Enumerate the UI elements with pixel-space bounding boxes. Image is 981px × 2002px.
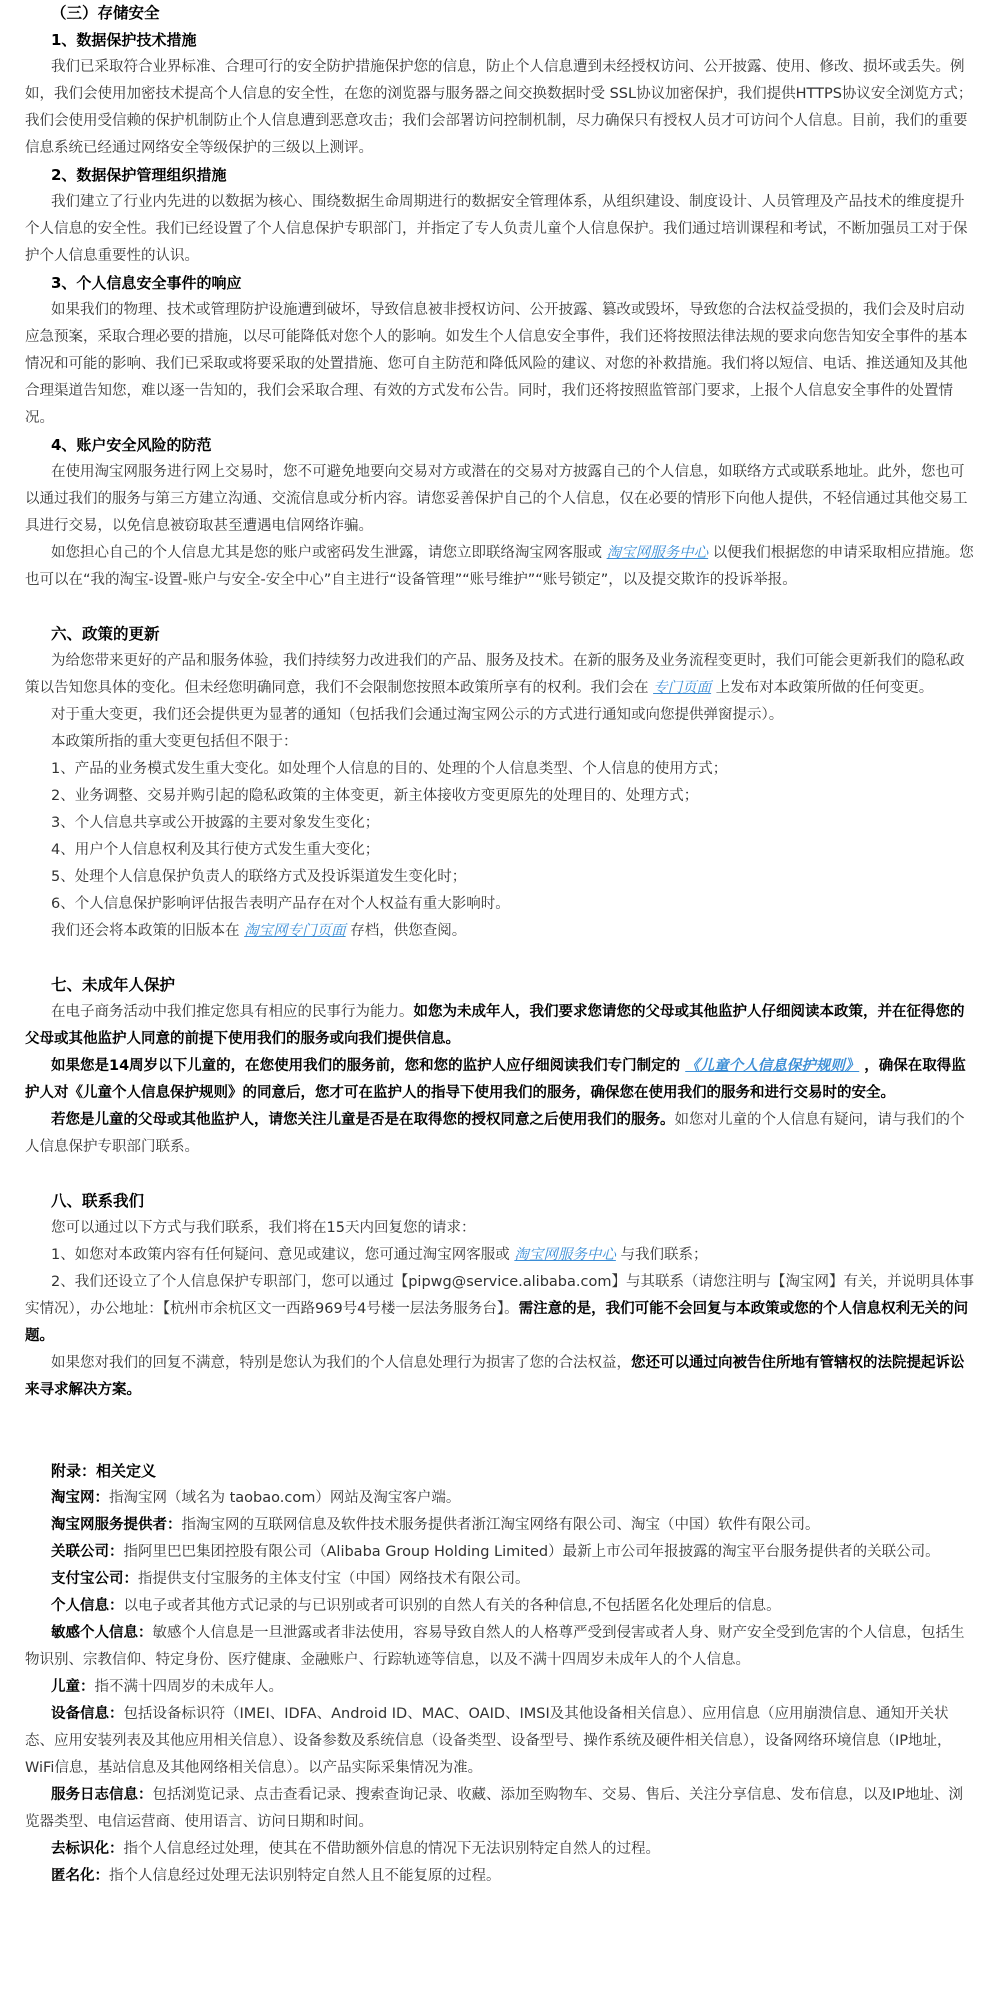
definition-desc: 敏感个人信息是一旦泄露或者非法使用，容易导致自然人的人格尊严受到侵害或者人身、财产安全受到危害的个人信息，包括生物识别、宗教信仰、特定身份、医疗健康、金融账户、行踪轨迹等信息，以及不满十四周岁未成年人的个人信息。	[25, 1625, 965, 1668]
contact-paragraph-4	[25, 1350, 974, 1404]
definition-desc: 指淘宝网的互联网信息及软件技术服务提供者浙江淘宝网络有限公司、淘宝（中国）软件有限公司。	[181, 1517, 820, 1533]
minor-paragraph-2	[25, 1053, 974, 1107]
update-text-4b: 存档，供您查阅。	[345, 923, 467, 939]
definition-term: 服务日志信息：	[51, 1787, 153, 1803]
definition-item	[25, 1485, 974, 1512]
minor-text-1b: 如您为未成年人，我们要求您请您的父母或其他监护人仔细阅读本政策，并在征得您的父母或其他监护人同意的前提下使用我们的服务或向我们提供信息。	[25, 1004, 965, 1047]
contact-paragraph-3	[25, 1269, 974, 1350]
contact-paragraph-2	[25, 1242, 974, 1269]
list-item: 2、业务调整、交易并购引起的隐私政策的主体变更，新主体接收方变更原先的处理目的、处理方式；	[51, 788, 699, 804]
definitions-list	[25, 1485, 974, 1890]
definition-desc: 指个人信息经过处理无法识别特定自然人且不能复原的过程。	[109, 1868, 501, 1884]
definition-term: 淘宝网服务提供者：	[51, 1517, 182, 1533]
update-paragraph-1	[25, 648, 974, 702]
definition-desc: 指提供支付宝服务的主体支付宝（中国）网络技术有限公司。	[138, 1571, 530, 1587]
minor-text-2b: ，确保在取得监护人对《儿童个人信息保护规则》的同意后，您才可在监护人的指导下使用我们的服务，确保您在使用我们的服务和进行交易时的安全。	[25, 1058, 966, 1101]
contact-service-center-link[interactable]: 淘宝网服务中心	[514, 1247, 616, 1263]
incident-response-title: 3、个人信息安全事件的响应	[51, 274, 242, 292]
definition-desc: 指阿里巴巴集团控股有限公司（Alibaba Group Holding Limited）最新上市公司年报披露的淘宝平台服务提供者的关联公司。	[123, 1544, 940, 1560]
contact-text-2b: 与我们联系；	[615, 1247, 708, 1263]
tech-measures-title: 1、数据保护技术措施	[51, 31, 197, 49]
definition-term: 淘宝网：	[51, 1490, 109, 1506]
definition-term: 儿童：	[51, 1679, 95, 1695]
definition-item	[25, 1593, 974, 1620]
definition-item	[25, 1674, 974, 1701]
storage-heading: （三）存储安全	[51, 4, 160, 22]
tech-measures-text: 我们已采取符合业界标准、合理可行的安全防护措施保护您的信息，防止个人信息遭到未经授权访问、公开披露、使用、修改、损坏或丢失。例如，我们会使用加密技术提高个人信息的安全性，在您的浏览器与服务器之间交换数据时受 SSL协议加密保护，我们提供HTTPS协议安全浏览方式；我们会使用受信赖的保护机制防止个人信息遭到恶意攻击；我们会部署访问控制机制，尽力确保只有授权人员才可访问个人信息。目前，我们的重要信息系统已经通过网络安全等级保护的三级以上测评。	[25, 59, 973, 156]
minor-text-1a: 在电子商务活动中我们推定您具有相应的民事行为能力。	[51, 1004, 414, 1020]
contact-text-3a: 2、我们还设立了个人信息保护专职部门，您可以通过【pipwg@service.alibaba.com】与其联系（请您注明与【淘宝网】有关，并说明具体事实情况），办公地址：【杭州市余杭区文一西路969号4号楼一层法务服务台】。	[25, 1274, 974, 1317]
list-item: 6、个人信息保护影响评估报告表明产品存在对个人权益有重大影响时。	[51, 896, 510, 912]
definition-term: 支付宝公司：	[51, 1571, 138, 1587]
definition-desc: 指淘宝网（域名为 taobao.com）网站及淘宝客户端。	[109, 1490, 461, 1506]
update-paragraph-4	[25, 918, 974, 945]
account-risk-title: 4、账户安全风险的防范	[51, 436, 212, 454]
update-paragraph-3: 本政策所指的重大变更包括但不限于：	[51, 734, 298, 750]
list-item: 3、个人信息共享或公开披露的主要对象发生变化；	[51, 815, 380, 831]
org-measures-title: 2、数据保护管理组织措施	[51, 166, 227, 184]
contact-paragraph-1: 您可以通过以下方式与我们联系，我们将在15天内回复您的请求：	[51, 1220, 476, 1236]
definition-item	[25, 1863, 974, 1890]
definition-term: 敏感个人信息：	[51, 1625, 153, 1641]
minor-paragraph-3	[25, 1107, 974, 1161]
account-risk-text-2a: 如您担心自己的个人信息尤其是您的账户或密码发生泄露，请您立即联络淘宝网客服或	[51, 545, 607, 561]
minor-paragraph-1	[25, 999, 974, 1053]
update-text-1a: 为给您带来更好的产品和服务体验，我们持续努力改进我们的产品、服务及技术。在新的服务及业务流程变更时，我们可能会更新我们的隐私政策以告知您具体的变化。但未经您明确同意，我们不会限制您按照本政策所享有的权利。我们会在	[25, 653, 965, 696]
contact-text-4a: 如果您对我们的回复不满意，特别是您认为我们的个人信息处理行为损害了您的合法权益，	[51, 1355, 631, 1371]
update-heading: 六、政策的更新	[51, 625, 160, 643]
definition-item	[25, 1836, 974, 1863]
definition-term: 去标识化：	[51, 1841, 124, 1857]
definition-desc: 以电子或者其他方式记录的与已识别或者可识别的自然人有关的各种信息,不包括匿名化处理后的信息。	[123, 1598, 781, 1614]
list-item: 1、产品的业务模式发生重大变化。如处理个人信息的目的、处理的个人信息类型、个人信息的使用方式；	[51, 761, 728, 777]
definition-term: 匿名化：	[51, 1868, 109, 1884]
contact-heading: 八、联系我们	[51, 1192, 145, 1210]
org-measures-text: 我们建立了行业内先进的以数据为核心、围绕数据生命周期进行的数据安全管理体系，从组织建设、制度设计、人员管理及产品技术的维度提升个人信息的安全性。我们已经设置了个人信息保护专职部门，并指定了专人负责儿童个人信息保护。我们通过培训课程和考试，不断加强员工对于保护个人信息重要性的认识。	[25, 194, 968, 264]
minor-heading: 七、未成年人保护	[51, 976, 176, 994]
contact-text-2a: 1、如您对本政策内容有任何疑问、意见或建议，您可通过淘宝网客服或	[51, 1247, 515, 1263]
list-item: 4、用户个人信息权利及其行使方式发生重大变化；	[51, 842, 380, 858]
incident-response-text: 如果我们的物理、技术或管理防护设施遭到破坏，导致信息被非授权访问、公开披露、篡改或毁坏，导致您的合法权益受损的，我们会及时启动应急预案，采取合理必要的措施，以尽可能降低对您个人的影响。如发生个人信息安全事件，我们还将按照法律法规的要求向您告知安全事件的基本情况和可能的影响、我们已采取或将要采取的处置措施、您可自主防范和降低风险的建议、对您的补救措施。我们将以短信、电话、推送通知及其他合理渠道告知您，难以逐一告知的，我们会采取合理、有效的方式发布公告。同时，我们还将按照监管部门要求，上报个人信息安全事件的处置情况。	[25, 302, 968, 426]
definition-desc: 包括设备标识符（IMEI、IDFA、Android ID、MAC、OAID、IMSI及其他设备相关信息）、应用信息（应用崩溃信息、通知开关状态、应用安装列表及其他应用相关信息）、设备参数及系统信息（设备类型、设备型号、操作系统及硬件相关信息），设备网络环境信息（IP地址，WiFi信息，基站信息及其他网络相关信息）。以产品实际采集情况为准。	[25, 1706, 952, 1776]
definition-item	[25, 1701, 974, 1782]
appendix-heading: 附录：相关定义	[51, 1462, 157, 1480]
update-paragraph-2: 对于重大变更，我们还会提供更为显著的通知（包括我们会通过淘宝网公示的方式进行通知或向您提供弹窗提示）。	[51, 707, 784, 723]
definition-term: 关联公司：	[51, 1544, 124, 1560]
account-risk-text: 在使用淘宝网服务进行网上交易时，您不可避免地要向交易对方或潜在的交易对方披露自己的个人信息，如联络方式或联系地址。此外，您也可以通过我们的服务与第三方建立沟通、交流信息或分析内容。请您妥善保护自己的个人信息，仅在必要的情形下向他人提供，不轻信通过其他交易工具进行交易，以免信息被窃取甚至遭遇电信网络诈骗。	[25, 464, 968, 534]
definition-item	[25, 1620, 974, 1674]
minor-text-2a: 如果您是14周岁以下儿童的，在您使用我们的服务前，您和您的监护人应仔细阅读我们专门制定的	[51, 1058, 686, 1074]
definition-item	[25, 1566, 974, 1593]
service-center-link[interactable]: 淘宝网服务中心	[606, 545, 709, 561]
account-risk-text-2	[25, 540, 974, 594]
archive-page-link[interactable]: 淘宝网专门页面	[244, 923, 346, 939]
definition-term: 个人信息：	[51, 1598, 124, 1614]
definition-item	[25, 1539, 974, 1566]
definition-item	[25, 1512, 974, 1539]
definition-desc: 指不满十四周岁的未成年人。	[94, 1679, 283, 1695]
minor-text-3b: 如您对儿童的个人信息有疑问，请与我们的个人信息保护专职部门联系。	[25, 1112, 965, 1155]
contact-text-3b: 需注意的是，我们可能不会回复与本政策或您的个人信息权利无关的问题。	[25, 1301, 969, 1344]
minor-text-3a: 若您是儿童的父母或其他监护人，请您关注儿童是否是在取得您的授权同意之后使用我们的服务。	[51, 1112, 675, 1128]
definition-desc: 包括浏览记录、点击查看记录、搜索查询记录、收藏、添加至购物车、交易、售后、关注分享信息、发布信息，以及IP地址、浏览器类型、电信运营商、使用语言、访问日期和时间。	[25, 1787, 964, 1830]
definition-desc: 指个人信息经过处理，使其在不借助额外信息的情况下无法识别特定自然人的过程。	[123, 1841, 660, 1857]
update-text-1b: 上发布对本政策所做的任何变更。	[711, 680, 934, 696]
dedicated-page-link[interactable]: 专门页面	[653, 680, 712, 696]
update-text-4a: 我们还会将本政策的旧版本在	[51, 923, 245, 939]
contact-text-4b: 您还可以通过向被告住所地有管辖权的法院提起诉讼来寻求解决方案。	[25, 1355, 965, 1398]
child-rules-link[interactable]: 《儿童个人信息保护规则》	[685, 1058, 860, 1074]
list-item: 5、处理个人信息保护负责人的联络方式及投诉渠道发生变化时；	[51, 869, 467, 885]
definition-term: 设备信息：	[51, 1706, 124, 1722]
account-risk-text-2b: 以便我们根据您的申请采取相应措施。您也可以在“我的淘宝-设置-账户与安全-安全中心”自主进行“设备管理”“账号维护”“账号锁定”，以及提交欺诈的投诉举报。	[25, 545, 974, 588]
definition-item	[25, 1782, 974, 1836]
